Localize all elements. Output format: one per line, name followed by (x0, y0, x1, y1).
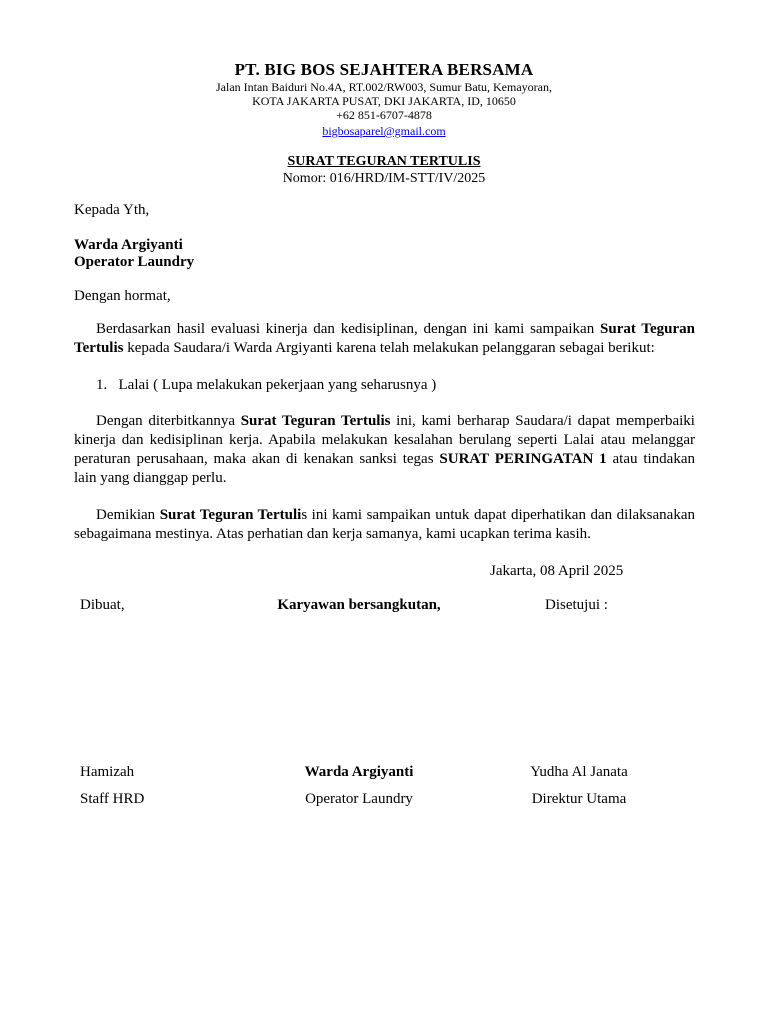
paragraph-2-bold-2: SURAT PERINGATAN 1 (439, 451, 607, 467)
paragraph-3-text-b: s ini kami sampaikan untuk dapat diperhatikan dan dilaksanakan sebagaimana mestinya. Atas perhatian dan kerja samanya, kami ucapkan terima kasih. (74, 507, 695, 542)
letter-title: SURAT TEGURAN TERTULIS (287, 154, 481, 169)
paragraph-1-bold: Surat Teguran Tertulis (74, 321, 695, 356)
email-link[interactable]: bigbosaparel@gmail.com (322, 124, 446, 138)
paragraph-2-text-a: Dengan diterbitkannya (96, 413, 241, 429)
letter-title-block (0, 153, 768, 187)
signature-label-left: Dibuat, (80, 597, 125, 613)
paragraph-2 (74, 412, 695, 488)
address-line-1: Jalan Intan Baiduri No.4A, RT.002/RW003, Sumur Batu, Kemayoran, (215, 80, 552, 94)
paragraph-3-text-a: Demikian (96, 507, 160, 523)
place-date: Jakarta, 08 April 2025 (490, 563, 624, 579)
signer-middle-role: Operator Laundry (305, 791, 413, 807)
violation-number: 1. (96, 377, 108, 393)
violation-list-item (96, 376, 436, 395)
paragraph-1-text-a: Berdasarkan hasil evaluasi kinerja dan kedisiplinan, dengan ini kami sampaikan (96, 321, 601, 337)
phone-number: +62 851-6707-4878 (336, 108, 432, 122)
paragraph-2-text-b: ini, kami berharap Saudara/i dapat memperbaiki kinerja dan kedisiplinan kerja. Apabila melakukan kesalahan berulang seperti Lalai atau melanggar peraturan perusahaan, maka akan di kenakan sanksi tegas (74, 413, 695, 467)
signature-label-right: Disetujui : (545, 597, 608, 613)
signer-middle-name: Warda Argiyanti (304, 764, 414, 780)
address-line-2: KOTA JAKARTA PUSAT, DKI JAKARTA, ID, 10650 (252, 94, 516, 108)
paragraph-2-text-c: atau tindakan lain yang dianggap perlu. (74, 451, 696, 486)
signature-label-middle: Karyawan bersangkutan, (277, 597, 441, 613)
signer-left-name: Hamizah (80, 764, 135, 780)
company-name: PT. BIG BOS SEJAHTERA BERSAMA (234, 60, 534, 79)
paragraph-2-bold-1: Surat Teguran Tertulis (240, 413, 391, 429)
recipient-name: Warda Argiyanti (74, 237, 183, 253)
paragraph-1-text-b: kepada Saudara/i Warda Argiyanti karena telah melakukan pelanggaran sebagai berikut: (123, 340, 655, 356)
to-label: Kepada Yth, (74, 202, 150, 218)
signer-right-role: Direktur Utama (531, 791, 627, 807)
paragraph-1 (74, 320, 695, 358)
recipient-role: Operator Laundry (74, 254, 195, 270)
paragraph-3 (74, 506, 695, 544)
greeting: Dengan hormat, (74, 288, 171, 304)
letter-number: Nomor: 016/HRD/IM-STT/IV/2025 (282, 171, 486, 186)
letterhead (0, 60, 768, 140)
signer-left-role: Staff HRD (80, 791, 145, 807)
signer-right-name: Yudha Al Janata (530, 764, 628, 780)
violation-text: Lalai ( Lupa melakukan pekerjaan yang seharusnya ) (118, 377, 437, 393)
paragraph-3-bold: Surat Teguran Tertuli (159, 507, 302, 523)
